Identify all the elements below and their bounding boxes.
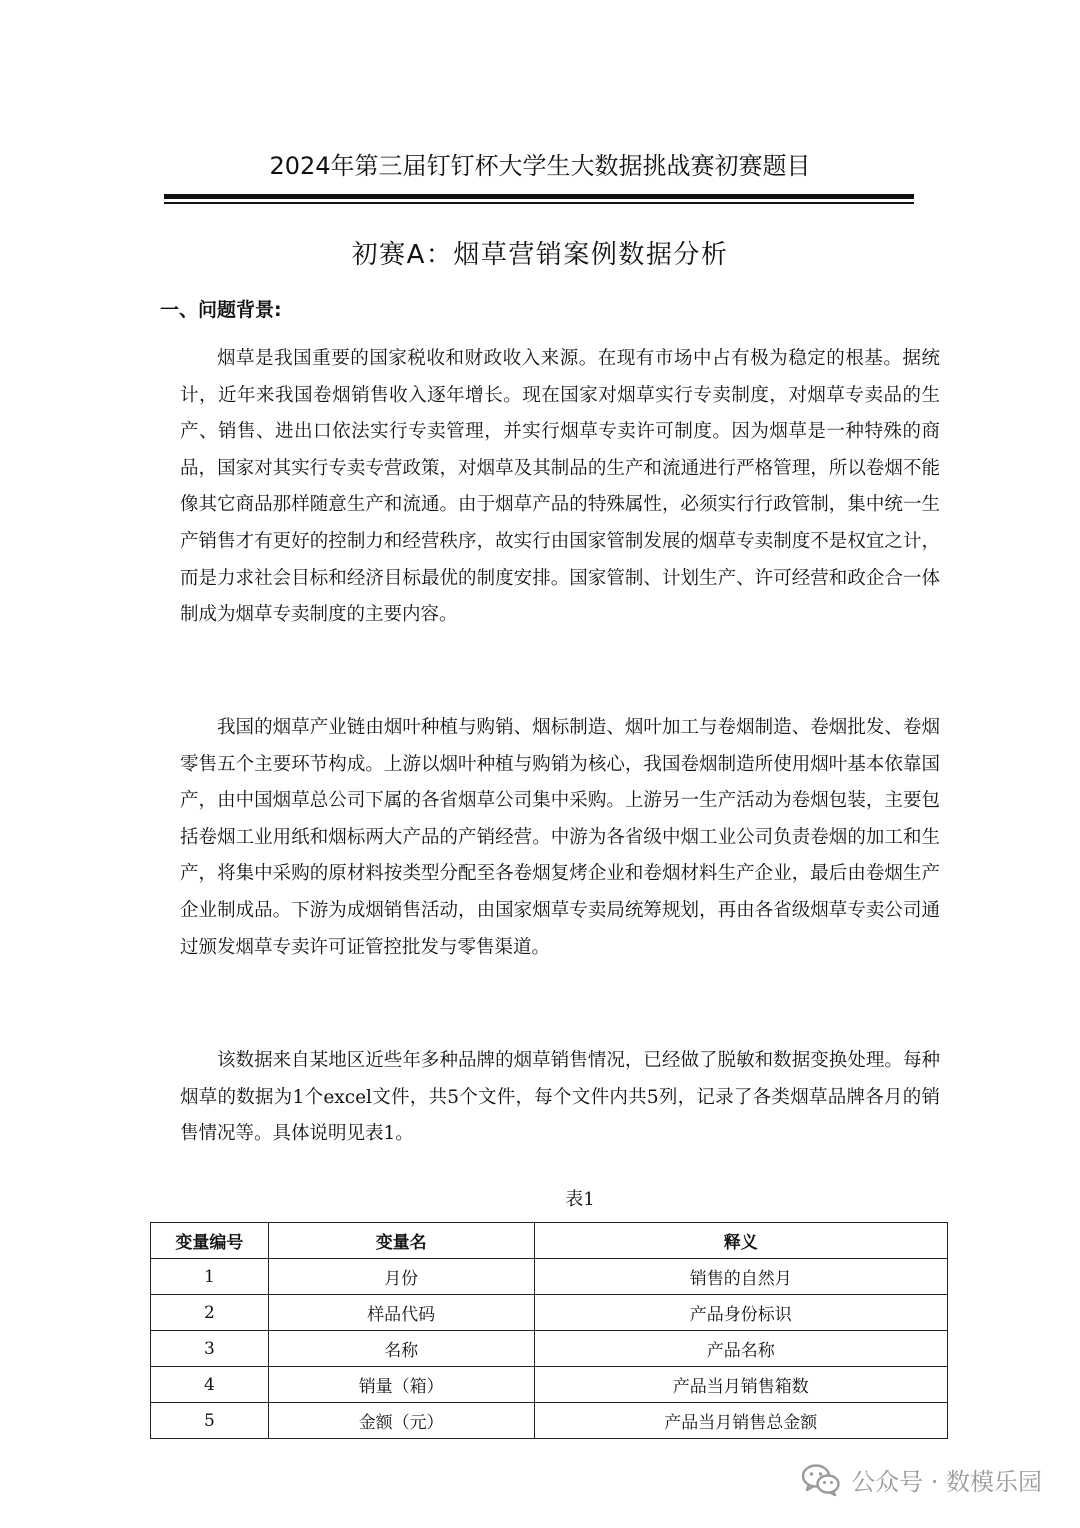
table-row xyxy=(151,1367,948,1403)
variables-table xyxy=(150,1222,948,1439)
cell-name: 名称 xyxy=(268,1331,534,1367)
table-caption: 表1 xyxy=(565,1189,595,1210)
cell-id: 4 xyxy=(151,1367,269,1403)
table-row xyxy=(151,1403,948,1439)
cell-id: 1 xyxy=(151,1259,269,1295)
cell-meaning: 产品名称 xyxy=(534,1331,947,1367)
wechat-icon xyxy=(801,1463,841,1497)
paragraph-1: 烟草是我国重要的国家税收和财政收入来源。在现有市场中占有极为稳定的根基。据统计，近年来我国卷烟销售收入逐年增长。现在国家对烟草实行专卖制度，对烟草专卖品的生产、销售、进出口依法实行专卖管理，并实行烟草专卖许可制度。因为烟草是一种特殊的商品，国家对其实行专卖专营政策，对烟草及其制品的生产和流通进行严格管理，所以卷烟不能像其它商品那样随意生产和流通。由于烟草产品的特殊属性，必须实行行政管制，集中统一生产销售才有更好的控制力和经营秩序，故实行由国家管制发展的烟草专卖制度不是权宜之计，而是力求社会目标和经济目标最优的制度安排。国家管制、计划生产、许可经营和政企合一体制成为烟草专卖制度的主要内容。 xyxy=(180,348,940,626)
header-cell-name: 变量名 xyxy=(268,1223,534,1259)
section-heading: 一、问题背景: xyxy=(160,299,282,321)
cell-name: 样品代码 xyxy=(268,1295,534,1331)
watermark xyxy=(801,1462,1042,1497)
table-row xyxy=(151,1259,948,1295)
watermark-text: 公众号 · 数模乐园 xyxy=(851,1468,1042,1496)
paragraph-2: 我国的烟草产业链由烟叶种植与购销、烟标制造、烟叶加工与卷烟制造、卷烟批发、卷烟零售五个主要环节构成。上游以烟叶种植与购销为核心，我国卷烟制造所使用烟叶基本依靠国产，由中国烟草总公司下属的各省烟草公司集中采购。上游另一生产活动为卷烟包装，主要包括卷烟工业用纸和烟标两大产品的产销经营。中游为各省级中烟工业公司负责卷烟的加工和生产，将集中采购的原材料按类型分配至各卷烟复烤企业和卷烟材料生产企业，最后由卷烟生产企业制成品。下游为成烟销售活动，由国家烟草专卖局统筹规划，再由各省级烟草专卖公司通过颁发烟草专卖许可证管控批发与零售渠道。 xyxy=(180,717,940,958)
table-row xyxy=(151,1331,948,1367)
header-rule-thick xyxy=(164,194,914,199)
table-header-row xyxy=(151,1223,948,1259)
cell-name: 月份 xyxy=(268,1259,534,1295)
header-cell-id: 变量编号 xyxy=(151,1223,269,1259)
cell-meaning: 产品身份标识 xyxy=(534,1295,947,1331)
cell-id: 5 xyxy=(151,1403,269,1439)
cell-meaning: 产品当月销售箱数 xyxy=(534,1367,947,1403)
table-row xyxy=(151,1295,948,1331)
cell-name: 销量（箱） xyxy=(268,1367,534,1403)
header-cell-meaning: 释义 xyxy=(534,1223,947,1259)
main-title: 初赛A：烟草营销案例数据分析 xyxy=(351,240,729,270)
cell-meaning: 产品当月销售总金额 xyxy=(534,1403,947,1439)
cell-id: 2 xyxy=(151,1295,269,1331)
cell-id: 3 xyxy=(151,1331,269,1367)
header-rule-thin xyxy=(164,202,914,204)
document-header: 2024年第三届钉钉杯大学生大数据挑战赛初赛题目 xyxy=(269,152,811,180)
paragraph-3: 该数据来自某地区近些年多种品牌的烟草销售情况，已经做了脱敏和数据变换处理。每种烟草的数据为1个excel文件，共5个文件，每个文件内共5列，记录了各类烟草品牌各月的销售情况等。具体说明见表1。 xyxy=(180,1050,940,1145)
cell-name: 金额（元） xyxy=(268,1403,534,1439)
cell-meaning: 销售的自然月 xyxy=(534,1259,947,1295)
